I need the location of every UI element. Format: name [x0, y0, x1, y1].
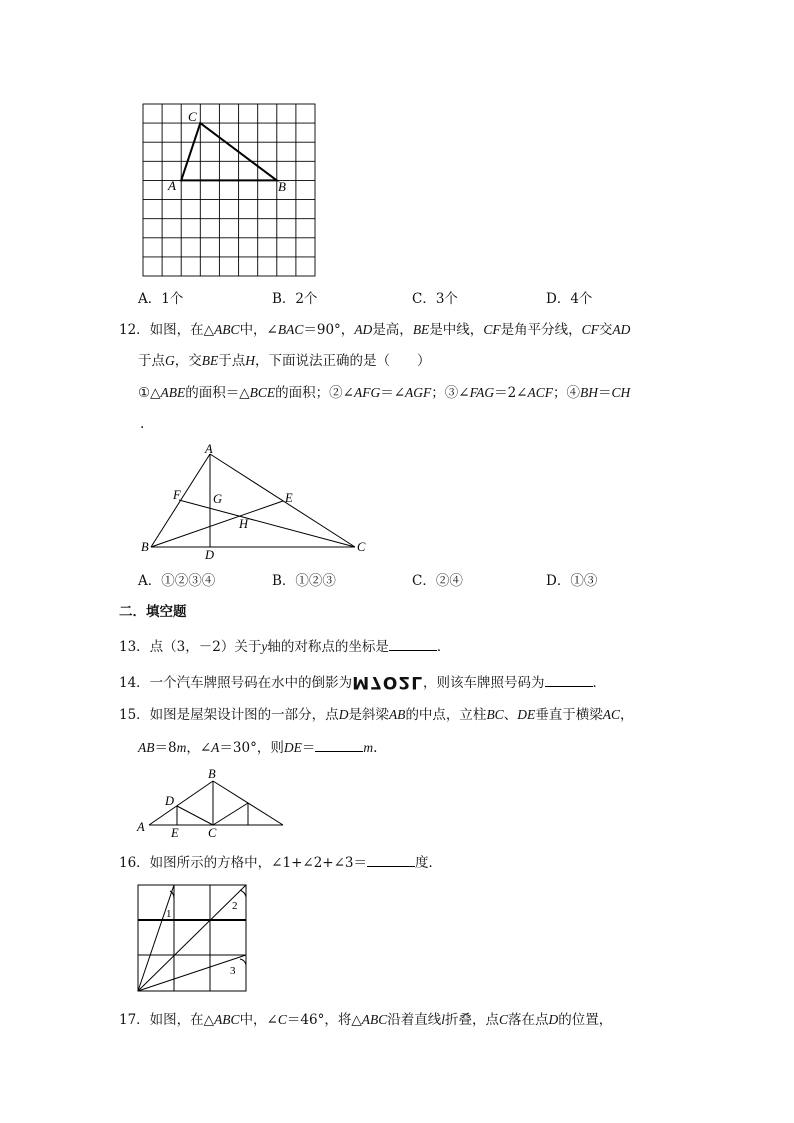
q12-side-AC [210, 454, 355, 547]
q11-grid-figure [130, 96, 330, 282]
q15-brace-right [213, 803, 248, 825]
q14-answer-blank[interactable] [545, 672, 593, 687]
q13-text: 13．点（3，－2）关于y轴的对称点的坐标是 ． [119, 636, 450, 656]
q11-label-C: C [188, 109, 197, 124]
q11-option-b: B．2个 [272, 291, 318, 307]
q11-triangle [181, 123, 277, 180]
q15-brace-left [177, 806, 213, 825]
q15-label-C: C [208, 826, 217, 840]
q14-reflected-plate: M7O2L [352, 672, 424, 692]
q13-answer-blank[interactable] [389, 636, 437, 651]
q16-answer-blank[interactable] [367, 852, 415, 867]
q12-line2: 于点G，交BE于点H，下面说法正确的是（ ） [138, 353, 431, 369]
q15-label-D: D [165, 794, 175, 808]
q15-label-E: E [171, 826, 179, 840]
q16-text: 16．如图所示的方格中，∠1+∠2+∠3＝ 度． [119, 852, 442, 872]
q15-line2: AB＝8m，∠A＝30°，则DE＝ m. [138, 737, 377, 757]
q11-option-c: C．3个 [412, 291, 458, 307]
q12-label-F: F [173, 488, 181, 502]
q16-angle-1: 1 [166, 908, 172, 920]
q12-statements: ①△ABE的面积＝△BCE的面积；②∠AFG＝∠AGF；③∠FAG＝2∠ACF；④BH＝CH [138, 385, 631, 401]
q15-rafter-AB [149, 781, 213, 825]
q15-label-A: A [137, 820, 145, 834]
q11-label-B: B [278, 179, 286, 194]
q16-grid-figure [130, 877, 254, 997]
q12-triangle-figure [135, 440, 375, 566]
q15-answer-blank[interactable] [315, 737, 363, 752]
q12-line1: 12．如图，在△ABC中，∠BAC＝90°，AD是高，BE是中线，CF是角平分线，CF交AD [119, 322, 631, 338]
q14-text: 14．一个汽车牌照号码在水中的倒影为M7O2L，则该车牌照号码为 ． [119, 672, 607, 692]
q12-label-B: B [141, 540, 149, 554]
q15-label-B: B [208, 767, 216, 781]
q12-median-BE [151, 501, 283, 547]
q11-option-d: D．4个 [546, 291, 593, 307]
q12-label-C: C [357, 540, 366, 554]
q15-truss-figure [133, 764, 293, 840]
q12-label-G: G [213, 492, 223, 506]
q12-option-c: C．②④ [412, 573, 463, 589]
q11-option-a: A．1个 [138, 291, 184, 307]
q16-angle-2: 2 [232, 900, 238, 912]
q12-option-a: A．①②③④ [138, 573, 216, 589]
q15-line1: 15．如图是屋架设计图的一部分，点D是斜梁AB的中点，立柱BC、DE垂直于横梁AC， [119, 707, 634, 723]
q12-option-b: B．①②③ [272, 573, 336, 589]
q12-label-A: A [205, 442, 213, 456]
q12-label-H: H [239, 517, 249, 531]
q17-text: 17．如图，在△ABC中，∠C＝46°，将△ABC沿着直线l折叠，点C落在点D的位置， [119, 1012, 613, 1028]
q16-angle-3: 3 [230, 965, 236, 977]
q12-option-d: D．①③ [546, 573, 598, 589]
q12-dot: . [140, 416, 145, 432]
section-heading-fill-in: 二．填空题 [119, 604, 187, 620]
q12-label-E: E [285, 491, 293, 505]
q12-label-D: D [205, 548, 215, 562]
q11-label-A: A [168, 178, 176, 193]
